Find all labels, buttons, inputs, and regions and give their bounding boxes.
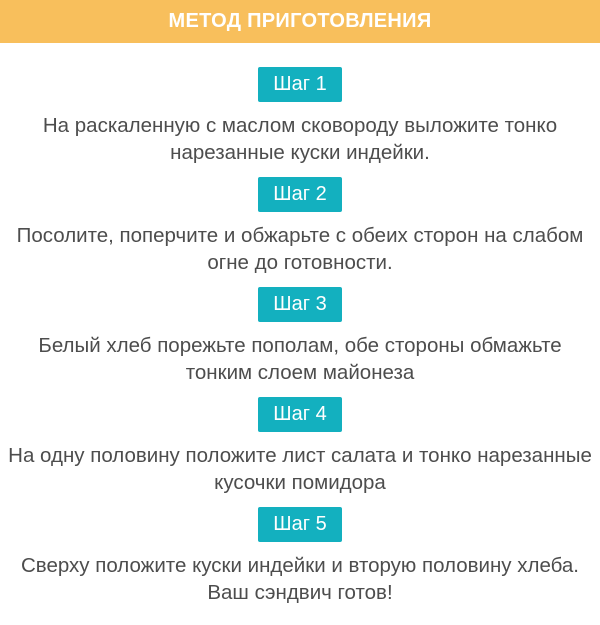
step-badge: Шаг 3	[258, 287, 342, 322]
step-text: Белый хлеб порежьте пополам, обе стороны обмажьте тонким слоем майонеза	[38, 334, 562, 384]
step-text: На одну половину положите лист салата и тонко нарезанные кусочки помидора	[8, 444, 592, 494]
step-badge: Шаг 4	[258, 397, 342, 432]
step-item	[0, 507, 600, 617]
step-item	[0, 67, 600, 177]
step-item	[0, 177, 600, 287]
steps-list	[0, 43, 600, 617]
step-item	[0, 397, 600, 507]
step-text: Сверху положите куски индейки и вторую половину хлеба. Ваш сэндвич готов!	[21, 554, 579, 604]
step-badge: Шаг 1	[258, 67, 342, 102]
step-text: На раскаленную с маслом сковороду выложите тонко нарезанные куски индейки.	[42, 114, 558, 164]
step-item	[0, 287, 600, 397]
step-badge: Шаг 2	[258, 177, 342, 212]
section-title: МЕТОД ПРИГОТОВЛЕНИЯ	[168, 10, 432, 32]
step-badge: Шаг 5	[258, 507, 342, 542]
section-header	[0, 0, 600, 43]
step-text: Посолите, поперчите и обжарьте с обеих сторон на слабом огне до готовности.	[16, 224, 584, 274]
